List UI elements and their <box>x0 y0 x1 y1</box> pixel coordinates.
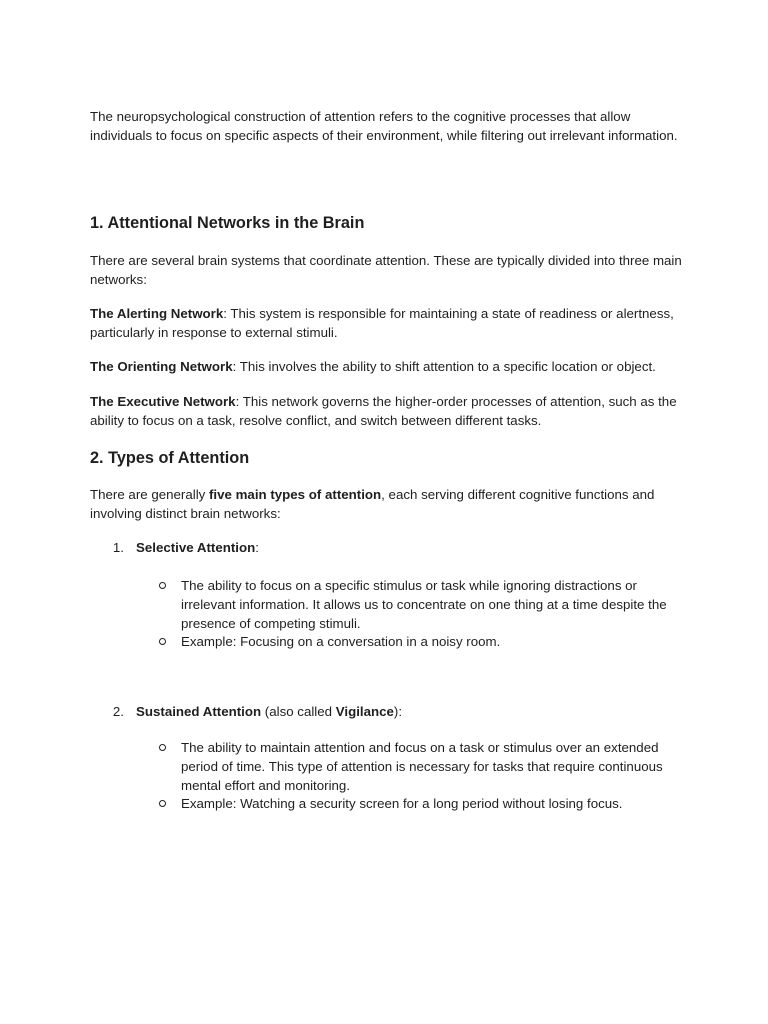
orienting-network-name: The Orienting Network <box>90 359 233 374</box>
alerting-network-paragraph <box>90 304 682 342</box>
alerting-network-text: : This system is responsible for maintaining a state of readiness or alertness, particularly in response to external stimuli. <box>90 306 674 340</box>
list-item-title <box>136 538 676 557</box>
list-number: 1. <box>112 540 124 555</box>
hollow-bullet-icon <box>159 744 166 751</box>
selective-attention-suffix: : <box>255 540 259 555</box>
section-2-lead-suffix: , each serving different cognitive functions and involving distinct brain networks: <box>90 487 655 521</box>
sustained-attention-suffix: ): <box>393 704 403 719</box>
intro-paragraph: The neuropsychological construction of attention refers to the cognitive processes that allow individuals to focus on specific aspects of their environment, while filtering out irrelevant information. <box>90 109 678 143</box>
selective-attention-title: Selective Attention <box>136 540 256 555</box>
hollow-bullet-icon <box>159 638 166 645</box>
bullet-text: Example: Watching a security screen for a long period without losing focus. <box>181 796 623 811</box>
bullet-text: The ability to maintain attention and focus on a task or stimulus over an extended period of time. This type of attention is necessary for tasks that require continuous mental effort and monitoring. <box>181 740 663 793</box>
list-number: 2. <box>112 704 124 719</box>
alerting-network-name: The Alerting Network <box>90 306 224 321</box>
sustained-attention-title: Sustained Attention <box>136 704 262 719</box>
orienting-network-text: : This involves the ability to shift attention to a specific location or object. <box>232 359 656 374</box>
executive-network-paragraph <box>90 392 682 430</box>
list-item-title <box>136 702 676 721</box>
section-2-lead-prefix: There are generally <box>90 487 209 502</box>
hollow-bullet-icon <box>159 582 166 589</box>
section-2-lead-bold: five main types of attention <box>209 487 382 502</box>
section-2-heading: 2. Types of Attention <box>90 449 250 467</box>
orienting-network-paragraph <box>90 357 682 376</box>
section-1-lead: There are several brain systems that coordinate attention. These are typically divided into three main networks: <box>90 253 682 287</box>
bullet-text: The ability to focus on a specific stimulus or task while ignoring distractions or irrelevant information. It allows us to concentrate on one thing at a time despite the presence of competing stimuli. <box>181 578 667 631</box>
vigilance-title: Vigilance <box>335 704 394 719</box>
section-1-heading: 1. Attentional Networks in the Brain <box>90 214 365 232</box>
executive-network-name: The Executive Network <box>90 394 236 409</box>
sustained-attention-mid: (also called <box>261 704 336 719</box>
executive-network-text: : This network governs the higher-order processes of attention, such as the ability to focus on a task, resolve conflict, and switch between different tasks. <box>90 394 677 428</box>
hollow-bullet-icon <box>159 800 166 807</box>
section-2-lead <box>90 485 682 523</box>
bullet-text: Example: Focusing on a conversation in a noisy room. <box>181 634 501 649</box>
